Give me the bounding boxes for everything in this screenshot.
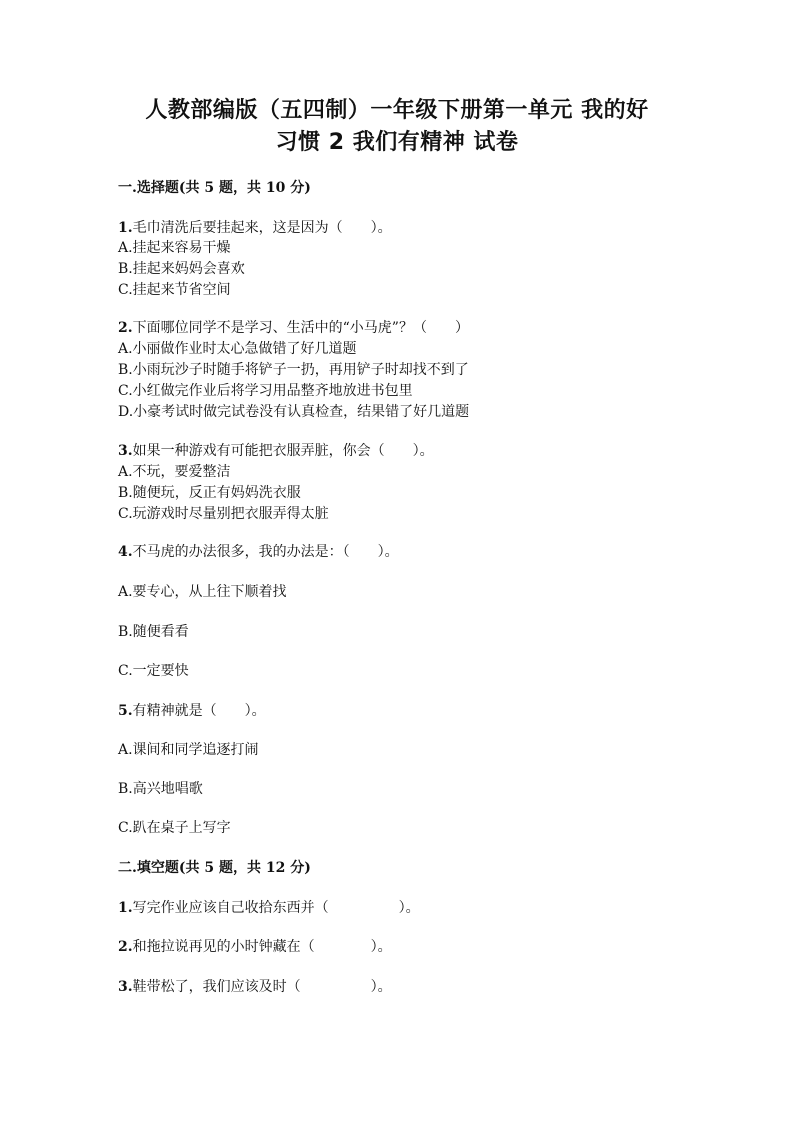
question-number: 5. [118,703,133,719]
question [118,898,420,918]
question-number: 2. [118,939,133,955]
answer-option: B.随便玩，反正有妈妈洗衣服 [118,485,301,501]
answer-option: B.随便看看 [118,624,189,640]
section-heading-choice: 一.选择题(共 5 题，共 10 分) [118,180,311,196]
question-number: 1. [118,900,133,916]
question [118,542,399,562]
answer-option: A.要专心，从上往下顺着找 [118,584,287,600]
answer-option: A.课间和同学追逐打闹 [118,742,259,758]
question [118,701,266,721]
answer-option: B.小雨玩沙子时随手将铲子一扔，再用铲子时却找不到了 [118,362,469,378]
question-text: 不马虎的办法很多，我的办法是：（ ）。 [132,544,399,560]
question-text: 写完作业应该自己收拾东西并（ ）。 [132,900,420,916]
section-heading-fill-in: 二.填空题(共 5 题，共 12 分) [118,860,311,876]
question [118,218,392,238]
answer-option: C.趴在桌子上写字 [118,820,231,836]
question-text: 毛巾清洗后要挂起来，这是因为（ ）。 [132,220,392,236]
answer-option: A.挂起来容易干燥 [118,240,231,256]
question-number: 1. [118,220,133,236]
answer-option: C.挂起来节省空间 [118,282,231,298]
question [118,977,392,997]
answer-option: C.小红做完作业后将学习用品整齐地放进书包里 [118,383,413,399]
answer-option: D.小豪考试时做完试卷没有认真检查，结果错了好几道题 [118,404,470,420]
answer-option: C.玩游戏时尽量别把衣服弄得太脏 [118,506,329,522]
question-number: 2. [118,320,133,336]
question-text: 和拖拉说再见的小时钟藏在（ ）。 [132,939,392,955]
question-number: 3. [118,443,133,459]
page-title-line-2: 习惯 2 我们有精神 试卷 [275,130,519,155]
question [118,318,469,338]
question-text: 鞋带松了，我们应该及时（ ）。 [132,979,392,995]
question-number: 3. [118,979,133,995]
answer-option: B.高兴地唱歌 [118,781,203,797]
question [118,441,434,461]
question [118,937,392,957]
answer-option: A.小丽做作业时太心急做错了好几道题 [118,341,357,357]
answer-option: A.不玩，要爱整洁 [118,464,231,480]
question-text: 下面哪位同学不是学习、生活中的“小马虎”？（ ） [132,320,469,336]
answer-option: B.挂起来妈妈会喜欢 [118,261,245,277]
answer-option: C.一定要快 [118,663,189,679]
page-title-line-1: 人教部编版（五四制）一年级下册第一单元 我的好 [145,98,649,123]
question-text: 如果一种游戏有可能把衣服弄脏，你会（ ）。 [132,443,434,459]
question-number: 4. [118,544,133,560]
question-text: 有精神就是（ ）。 [132,703,266,719]
